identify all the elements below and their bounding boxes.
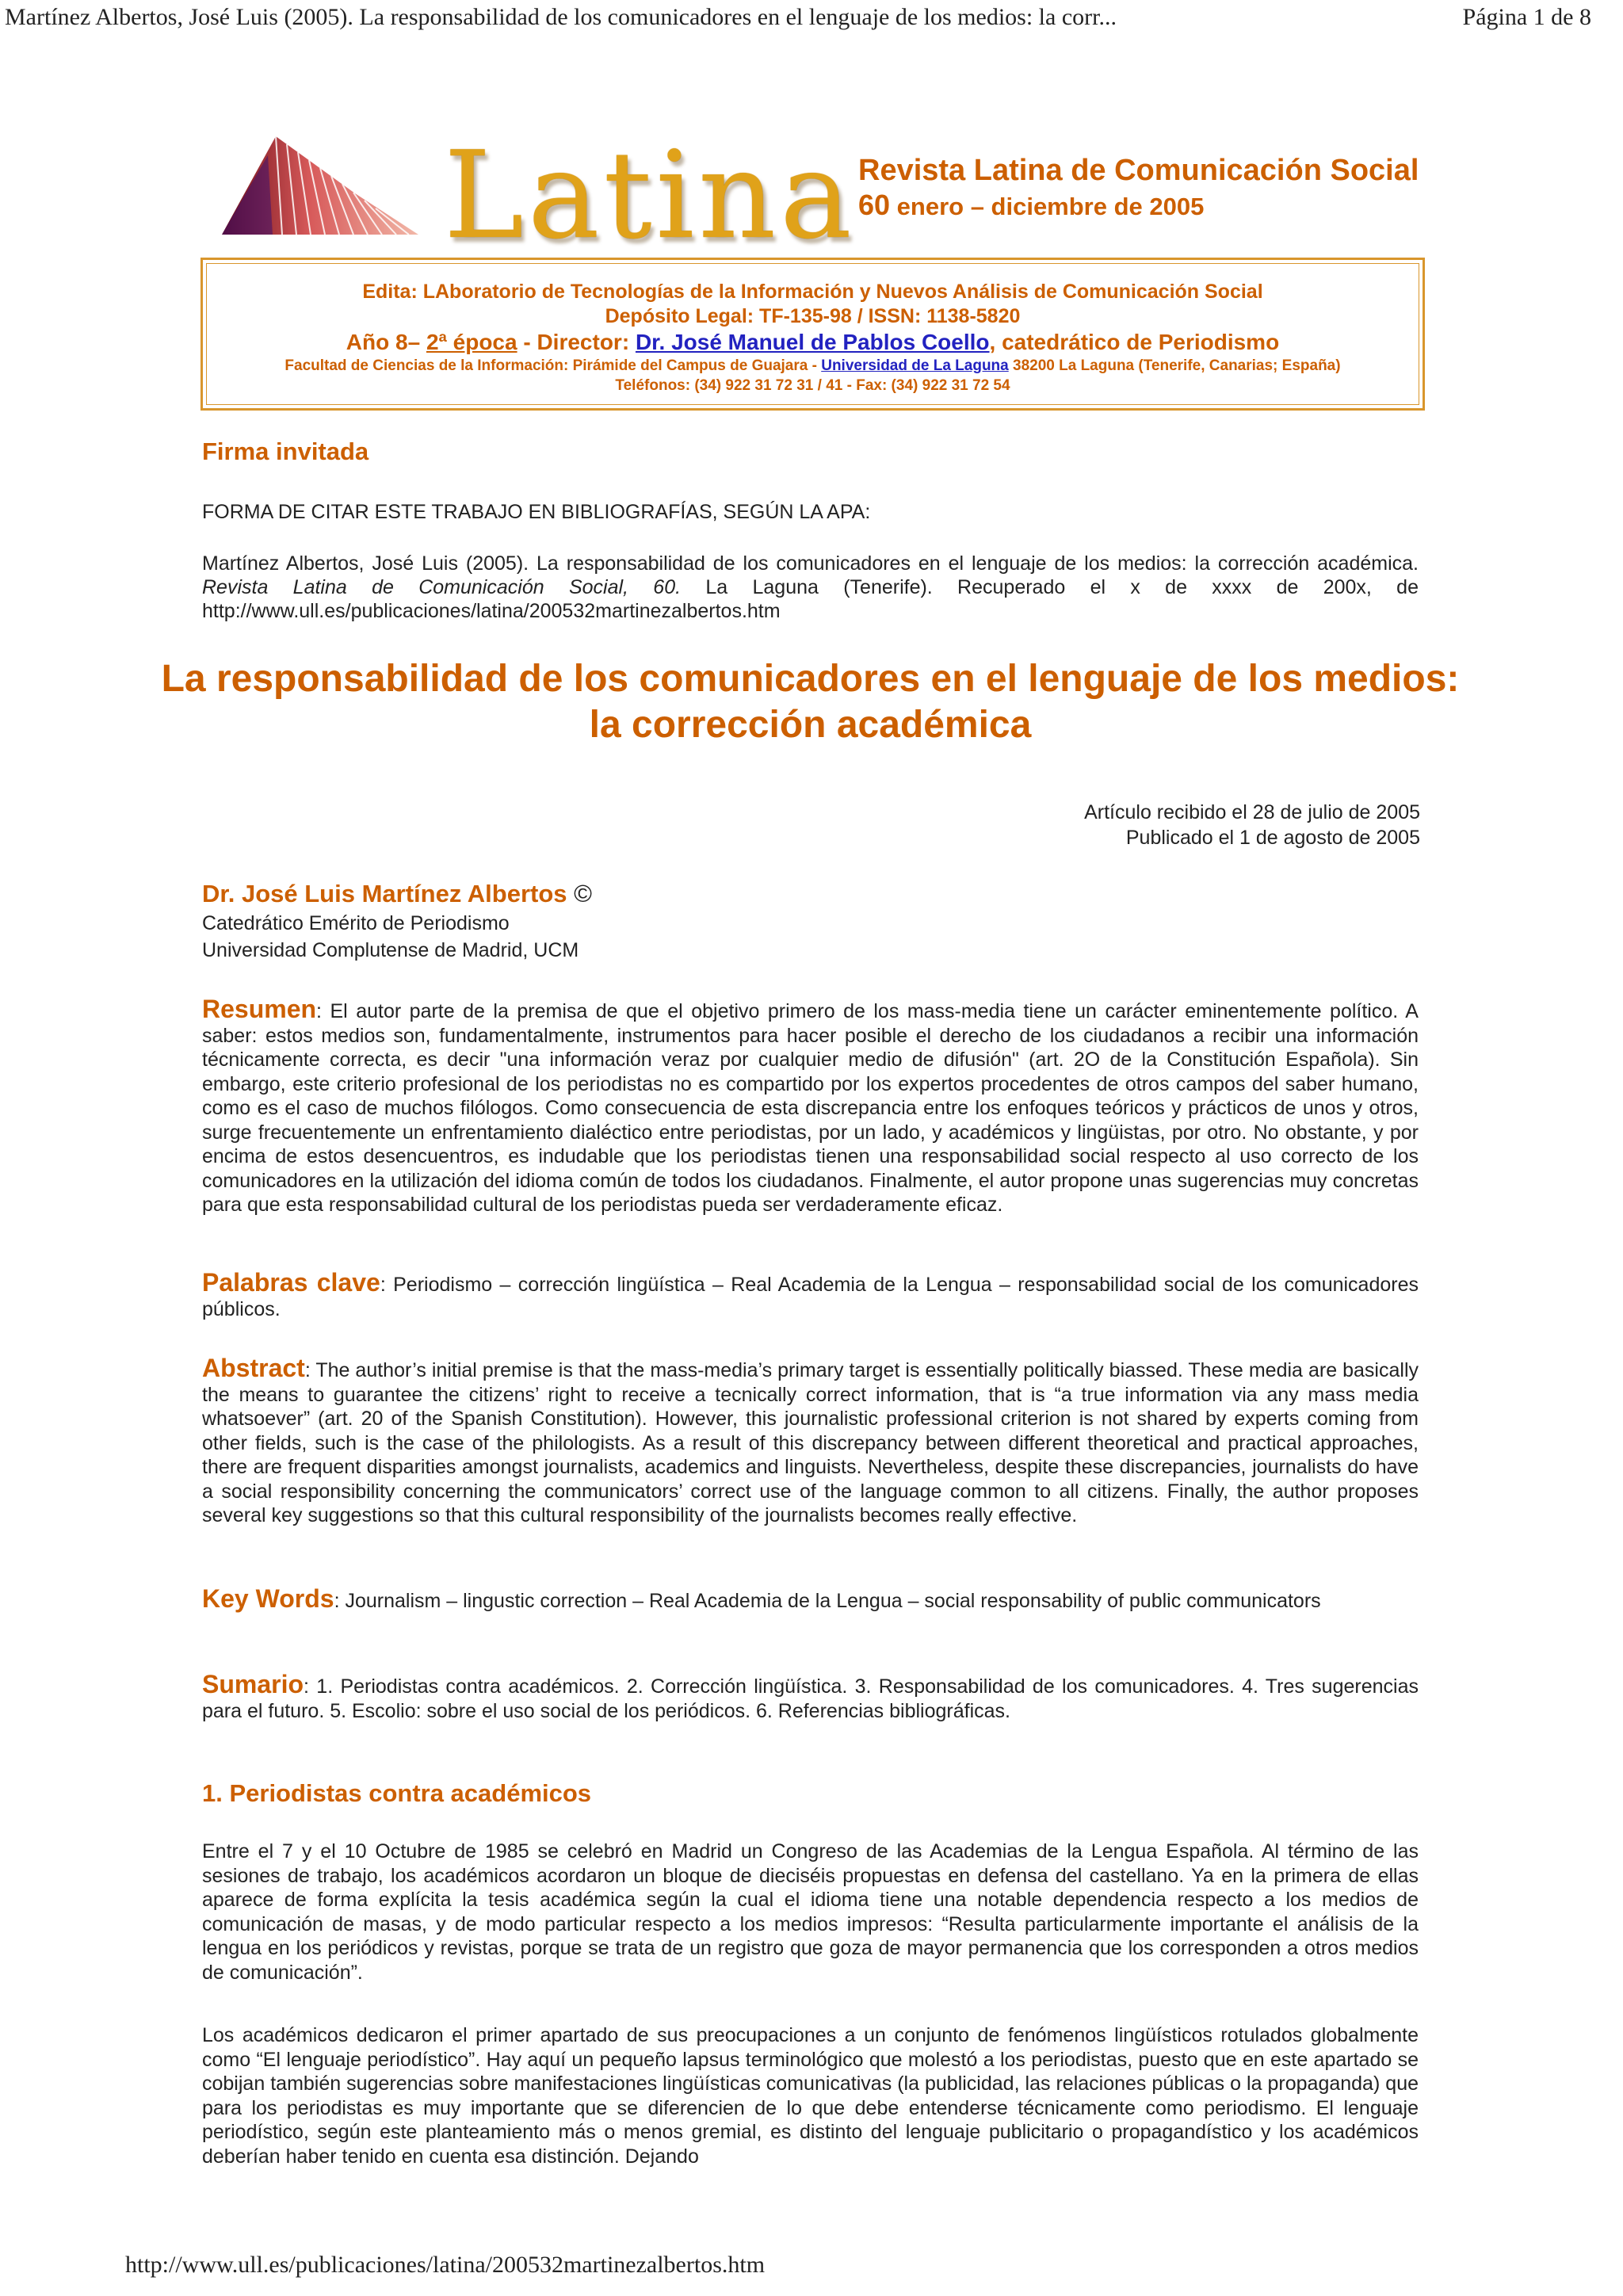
latina-logo-wordmark: Latina: [444, 125, 856, 266]
masthead-box: [200, 258, 1425, 411]
citation-heading: FORMA DE CITAR ESTE TRABAJO EN BIBLIOGRAFÍAS, SEGÚN LA APA:: [202, 501, 871, 523]
journal-issue: [858, 189, 1204, 223]
sumario-text: : 1. Periodistas contra académicos. 2. Corrección lingüística. 3. Responsabilidad de los comunicadores. 4. Tres sugerencias para el futuro. 5. Escolio: sobre el uso social de los periódicos. 6. Referencias bibliográficas.: [202, 1675, 1419, 1722]
section-label: Firma invitada: [202, 437, 369, 465]
resumen-text: : El autor parte de la premisa de que el objetivo primero de los mass-media tiene un carácter eminentemente político. A saber: estos medios son, fundamentalmente, instrumentos para hacer posible el derecho de los ciudadanos a recibir una información técnicamente correcta, es decir "una información veraz por cualquier medio de difusión" (art. 2O de la Constitución Española). Sin embargo, este criterio profesional de los periodistas no es compartido por los expertos procedentes de otros campos del saber humano, como es el caso de muchos filólogos. Como consecuencia de esta discrepancia entre los enfoques teóricos y prácticos de unos y otros, surge frecuentemente un enfrentamiento dialéctico entre periodistas, por un lado, y académicos y lingüistas, por otro. No obstante, y por encima de estos desencuentros, es indudable que los periodistas tienen una responsabilidad social respecto al uso correcto de los comunicadores en la utilización del idioma común de todos los ciudadanos. Finalmente, el autor propone unas sugerencias muy concretas para que esta responsabilidad cultural de los periodistas pueda ser verdaderamente eficaz.: [202, 1000, 1419, 1216]
article-dates: [1084, 800, 1420, 850]
citation-part2: La Laguna (Tenerife). Recuperado el x de xxxx de 200x, de http://www.ull.es/publicaciones/latina/200532martinezalbertos.htm: [202, 576, 1419, 622]
masthead-director-line: [207, 329, 1419, 356]
masthead-faculty: Facultad de Ciencias de la Información: Pirámide del Campus de Guajara -: [285, 357, 822, 374]
body-paragraph-2: Los académicos dedicaron el primer apartado de sus preocupaciones a un conjunto de fenómenos lingüísticos rotulados globalmente como “El lenguaje periodístico”. Hay aquí un pequeño lapsus terminológico que molestó a los periodistas, puesto que en este apartado se cobijan también sugerencias sobre manifestaciones lingüísticas comunicativas (la publicidad, las relaciones públicas o la propaganda) que para los periodistas es muy importante que se diferencien de lo que debe entenderse técnicamente como periodismo. El lenguaje periodístico, según este planteamiento más o menos gremial, es distinto del lenguaje publicitario o propagandístico y los académicos deberían haber tenido en cuenta esa distinción. Dejando: [202, 2024, 1419, 2168]
citation-part1: Martínez Albertos, José Luis (2005). La responsabilidad de los comunicadores en el lenguaje de los medios: la corrección académica.: [202, 552, 1419, 575]
key-words-paragraph: [202, 1584, 1419, 1614]
key-words-text: : Journalism – lingustic correction – Real Academia de la Lengua – social responsability of public communicators: [334, 1590, 1321, 1612]
print-header-title: Martínez Albertos, José Luis (2005). La responsabilidad de los comunicadores en el lenguaje de los medios: la corr...: [5, 4, 1117, 30]
masthead-legal: Depósito Legal: TF-135-98 / ISSN: 1138-5820: [605, 305, 1021, 327]
masthead-director-title: , catedrático de Periodismo: [989, 330, 1280, 354]
palabras-clave-label: Palabras clave: [202, 1268, 380, 1297]
abstract-label: Abstract: [202, 1354, 305, 1382]
print-footer-url: http://www.ull.es/publicaciones/latina/200532martinezalbertos.htm: [125, 2252, 766, 2278]
palabras-clave-paragraph: [202, 1270, 1419, 1321]
print-header-page: Página 1 de 8: [1462, 4, 1591, 30]
masthead-inner: [206, 263, 1419, 405]
masthead-year: Año 8–: [346, 330, 426, 354]
sumario-label: Sumario: [202, 1670, 304, 1698]
citation-journal: Revista Latina de Comunicación Social, 60.: [202, 576, 682, 598]
author-name: [202, 878, 592, 910]
print-header: [0, 0, 1623, 36]
resumen-paragraph: [202, 997, 1419, 1217]
journal-name: Revista Latina de Comunicación Social: [858, 154, 1419, 187]
copyright-icon: ©: [567, 880, 592, 907]
masthead-phones: Teléfonos: (34) 922 31 72 31 / 41 - Fax: (34) 922 31 72 54: [615, 377, 1010, 394]
sumario-paragraph: [202, 1672, 1419, 1723]
director-link[interactable]: Dr. José Manuel de Pablos Coello: [635, 330, 990, 354]
abstract-text: : The author’s initial premise is that the mass-media’s primary target is essentially politically biassed. These media are basically the means to guarantee the citizens’ right to receive a tecnically correct information, that is “a true information via any mass media whatsoever” (art. 20 of the Spanish Constitution). However, this journalistic professional criterion is not shared by experts coming from other fields, such is the case of the philologists. As a result of this discrepancy between different theoretical and practical approaches, there are frequent disparities amongst journalists, academics and linguists. Nevertheless, despite these discrepancies, journalists do have a social responsibility concerning the communicators’ correct use of the language common to all citizens. Finally, the author proposes several key suggestions so that this cultural responsibility of the journalists becomes really effective.: [202, 1359, 1419, 1526]
masthead-location: 38200 La Laguna (Tenerife, Canarias; España): [1008, 357, 1341, 374]
masthead-address: [207, 356, 1419, 376]
abstract-paragraph: [202, 1356, 1419, 1528]
university-link[interactable]: Universidad de La Laguna: [821, 357, 1009, 374]
author-name-text: Dr. José Luis Martínez Albertos: [202, 880, 567, 907]
article-title: La responsabilidad de los comunicadores en el lenguaje de los medios: la corrección académica: [161, 658, 1460, 746]
author-university: Universidad Complutense de Madrid, UCM: [202, 939, 579, 961]
latina-logo-icon: [220, 133, 434, 236]
issue-dates: enero – diciembre de 2005: [890, 193, 1205, 220]
palabras-clave-text: : Periodismo – corrección lingüística – Real Academia de la Lengua – responsabilidad social de los comunicadores públicos.: [202, 1274, 1419, 1320]
received-date: Artículo recibido el 28 de julio de 2005: [1084, 801, 1420, 823]
issue-number: 60: [858, 189, 891, 221]
masthead-publisher: Edita: LAboratorio de Tecnologías de la Información y Nuevos Análisis de Comunicación Social: [362, 281, 1263, 303]
body-paragraph-1: Entre el 7 y el 10 Octubre de 1985 se celebró en Madrid un Congreso de las Academias de la Lengua Española. Al término de las sesiones de trabajo, los académicos acordaron un bloque de dieciséis propuestas en defensa del castellano. Ya en la primera de ellas aparece de forma explícita la tesis académica según la cual el idioma tiene una notable dependencia respecto a los medios de comunicación de masas, y de modo particular respecto a los medios impresos: “Resulta particularmente importante el análisis de la lengua en los periódicos y revistas, porque se trata de un registro que goza de mayor permanencia que los corresponden a otros medios de comunicación”.: [202, 1840, 1419, 1984]
published-date: Publicado el 1 de agosto de 2005: [1125, 827, 1420, 849]
author-role: Catedrático Emérito de Periodismo: [202, 912, 510, 934]
key-words-label: Key Words: [202, 1584, 334, 1613]
masthead-director-label: - Director:: [517, 330, 636, 354]
masthead-epoch: 2ª época: [426, 330, 517, 354]
citation-text: [202, 552, 1419, 623]
section-heading: 1. Periodistas contra académicos: [202, 1779, 592, 1807]
resumen-label: Resumen: [202, 995, 317, 1023]
